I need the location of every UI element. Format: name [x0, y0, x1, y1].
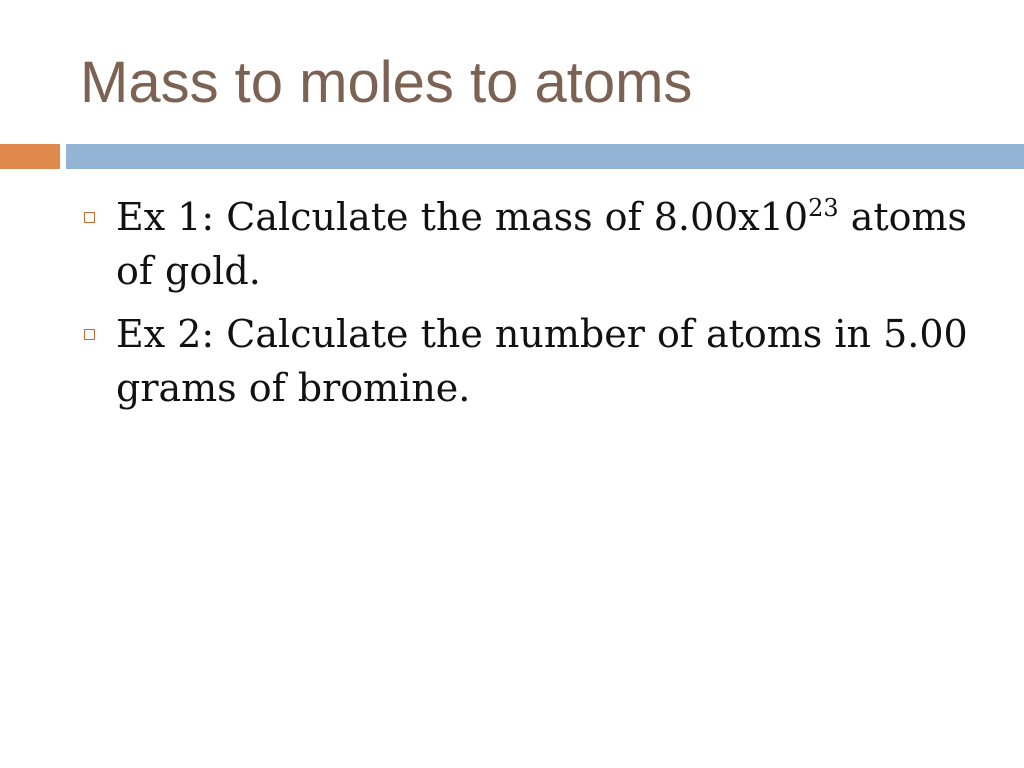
bullet-ex1-text: Ex 1: Calculate the mass of 8.00x10 — [116, 195, 809, 239]
bullet-ex1-text-end: atoms of gold. — [116, 195, 968, 293]
hollow-square-bullet-icon — [84, 329, 95, 340]
bullet-ex1-superscript: 23 — [808, 194, 839, 222]
bullet-list — [82, 190, 982, 424]
bullet-item-ex2 — [82, 307, 982, 415]
hollow-square-bullet-icon — [84, 212, 95, 223]
slide-title: Mass to moles to atoms — [80, 50, 693, 115]
accent-bar-blue — [66, 144, 1024, 169]
bullet-item-ex1 — [82, 190, 982, 298]
accent-bar-orange — [0, 144, 60, 169]
bullet-ex2-text: Ex 2: Calculate the number of atoms in 5.00 grams of bromine. — [116, 312, 968, 410]
